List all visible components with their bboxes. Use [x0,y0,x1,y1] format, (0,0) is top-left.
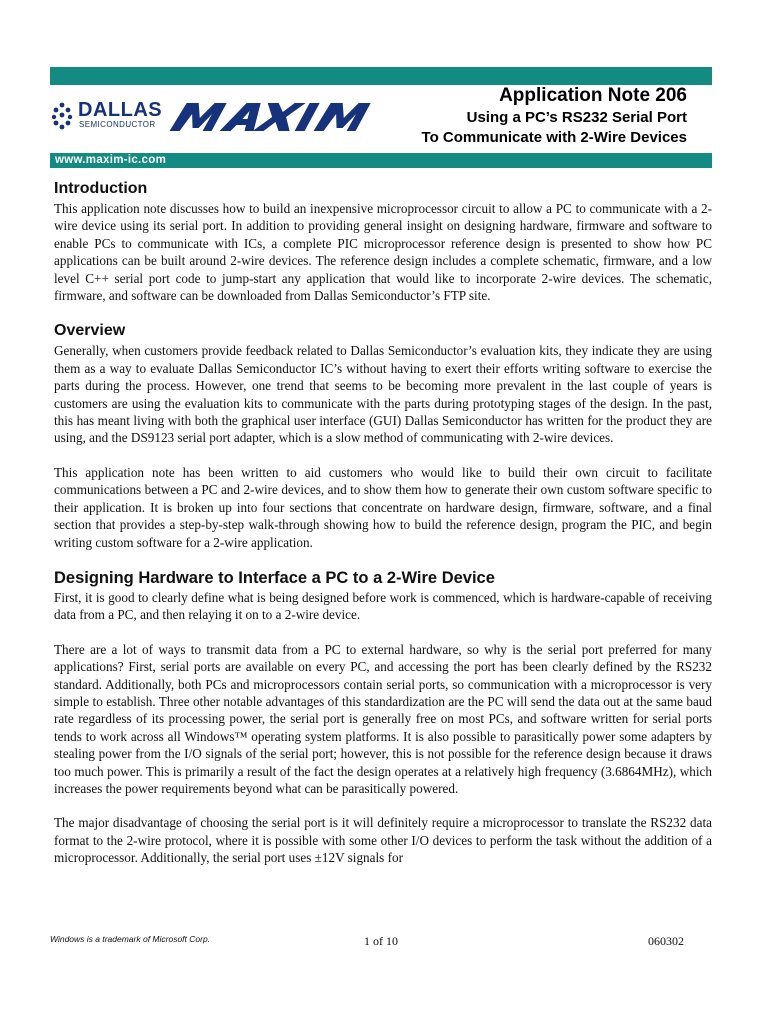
dallas-wordmark: DALLAS [78,99,163,121]
app-note-subtitle-line2: To Communicate with 2-Wire Devices [421,129,687,146]
document-body [54,178,712,867]
document-code: 060302 [648,934,684,948]
intro-paragraph: This application note discusses how to build an inexpensive microprocessor circuit to allow a PC to communicate with a 2-wire device using its serial port. In addition to providing general insight on designing hardware, firmware and software to enable PCs to communicate with ICs, a complete PIC microprocessor reference design is presented to show how PC applications can be built around 2-wire devices. The reference design includes a complete schematic, firmware, and a low level C++ serial port code to jump-start any application that would like to incorporate 2-wire devices. The schematic, firmware, and software can be downloaded from Dallas Semiconductor’s FTP site. [54,201,712,304]
application-note-heading [422,84,687,148]
section-heading-hardware: Designing Hardware to Interface a PC to a 2-Wire Device [54,568,495,587]
page-footer [50,934,712,950]
hardware-paragraph-1: First, it is good to clearly define what is being designed before work is commenced, which is hardware-capable of receiving data from a PC, and then relaying it on to a 2-wire device. [54,589,712,623]
overview-paragraph-2: This application note has been written to aid customers who would like to build their own circuit to facilitate communications between a PC and 2-wire devices, and to show them how to generate their own custom software specific to their application. It is broken up into four sections that concentrate on hardware design, firmware, software, and a final section that provides a step-by-step walk-through showing how to build the reference design, program the PIC, and begin writing custom software for a 2-wire application. [54,464,712,550]
header-bar [50,67,712,85]
dallas-subtitle: SEMICONDUCTOR [79,120,156,129]
hardware-paragraph-2: There are a lot of ways to transmit data from a PC to external hardware, so why is the serial port preferred for many applications? First, serial ports are available on every PC, and accessing the port has been clearly defined by the RS232 standard. Additionally, both PCs and microprocessors contain serial ports, so communication with a microprocessor is very simple to establish. Three other notable advantages of this standardization are the PC will send the data out at the same baud rate regardless of its processing power, the serial port is generally free on most PCs, and software written for serial ports tends to work across all Windows™ operating system platforms. It is also possible to parasitically power some adapters by stealing power from the I/O signals of the serial port; however, this is not possible for the reference design because it draws too much power. This is primarily a result of the fact the design operates at a relatively high frequency (3.6864MHz), which increases the power requirements beyond what can be parasitically powered. [54,641,712,796]
trademark-note: Windows is a trademark of Microsoft Corp. [50,934,211,944]
website-url[interactable]: www.maxim-ic.com [55,154,167,166]
maxim-wordmark-icon [168,102,380,132]
overview-paragraph-1: Generally, when customers provide feedback related to Dallas Semiconductor’s evaluation kits, they indicate they are using them as a way to evaluate Dallas Semiconductor IC’s without having to exert their efforts writing software to exercise the parts during the process. However, one trend that seems to be becoming more prevalent in the last couple of years is customers are using the evaluation kits to communicate with the parts during prototyping stages of the design. In the past, this has meant living with both the graphical user interface (GUI) Dallas Semiconductor has written for the product they are using, and the DS9123 serial port adapter, which is a slow method of communicating with 2-wire devices. [54,343,712,446]
app-note-title: Application Note 206 [499,85,687,106]
dallas-mark-icon [50,102,74,130]
dallas-logo [50,99,170,132]
page-number: 1 of 10 [364,934,398,948]
section-heading-introduction: Introduction [54,180,148,197]
section-heading-overview: Overview [54,322,126,340]
maxim-logo [168,102,380,132]
app-note-subtitle-line1: Using a PC’s RS232 Serial Port [466,109,687,126]
url-bar [50,153,712,168]
hardware-paragraph-3: The major disadvantage of choosing the serial port is it will definitely require a microprocessor to translate the RS232 data format to the 2-wire protocol, where it is possible with some other I/O devices to perform the task without the addition of a microprocessor. Additionally, the serial port uses ±12V signals for [54,815,712,866]
